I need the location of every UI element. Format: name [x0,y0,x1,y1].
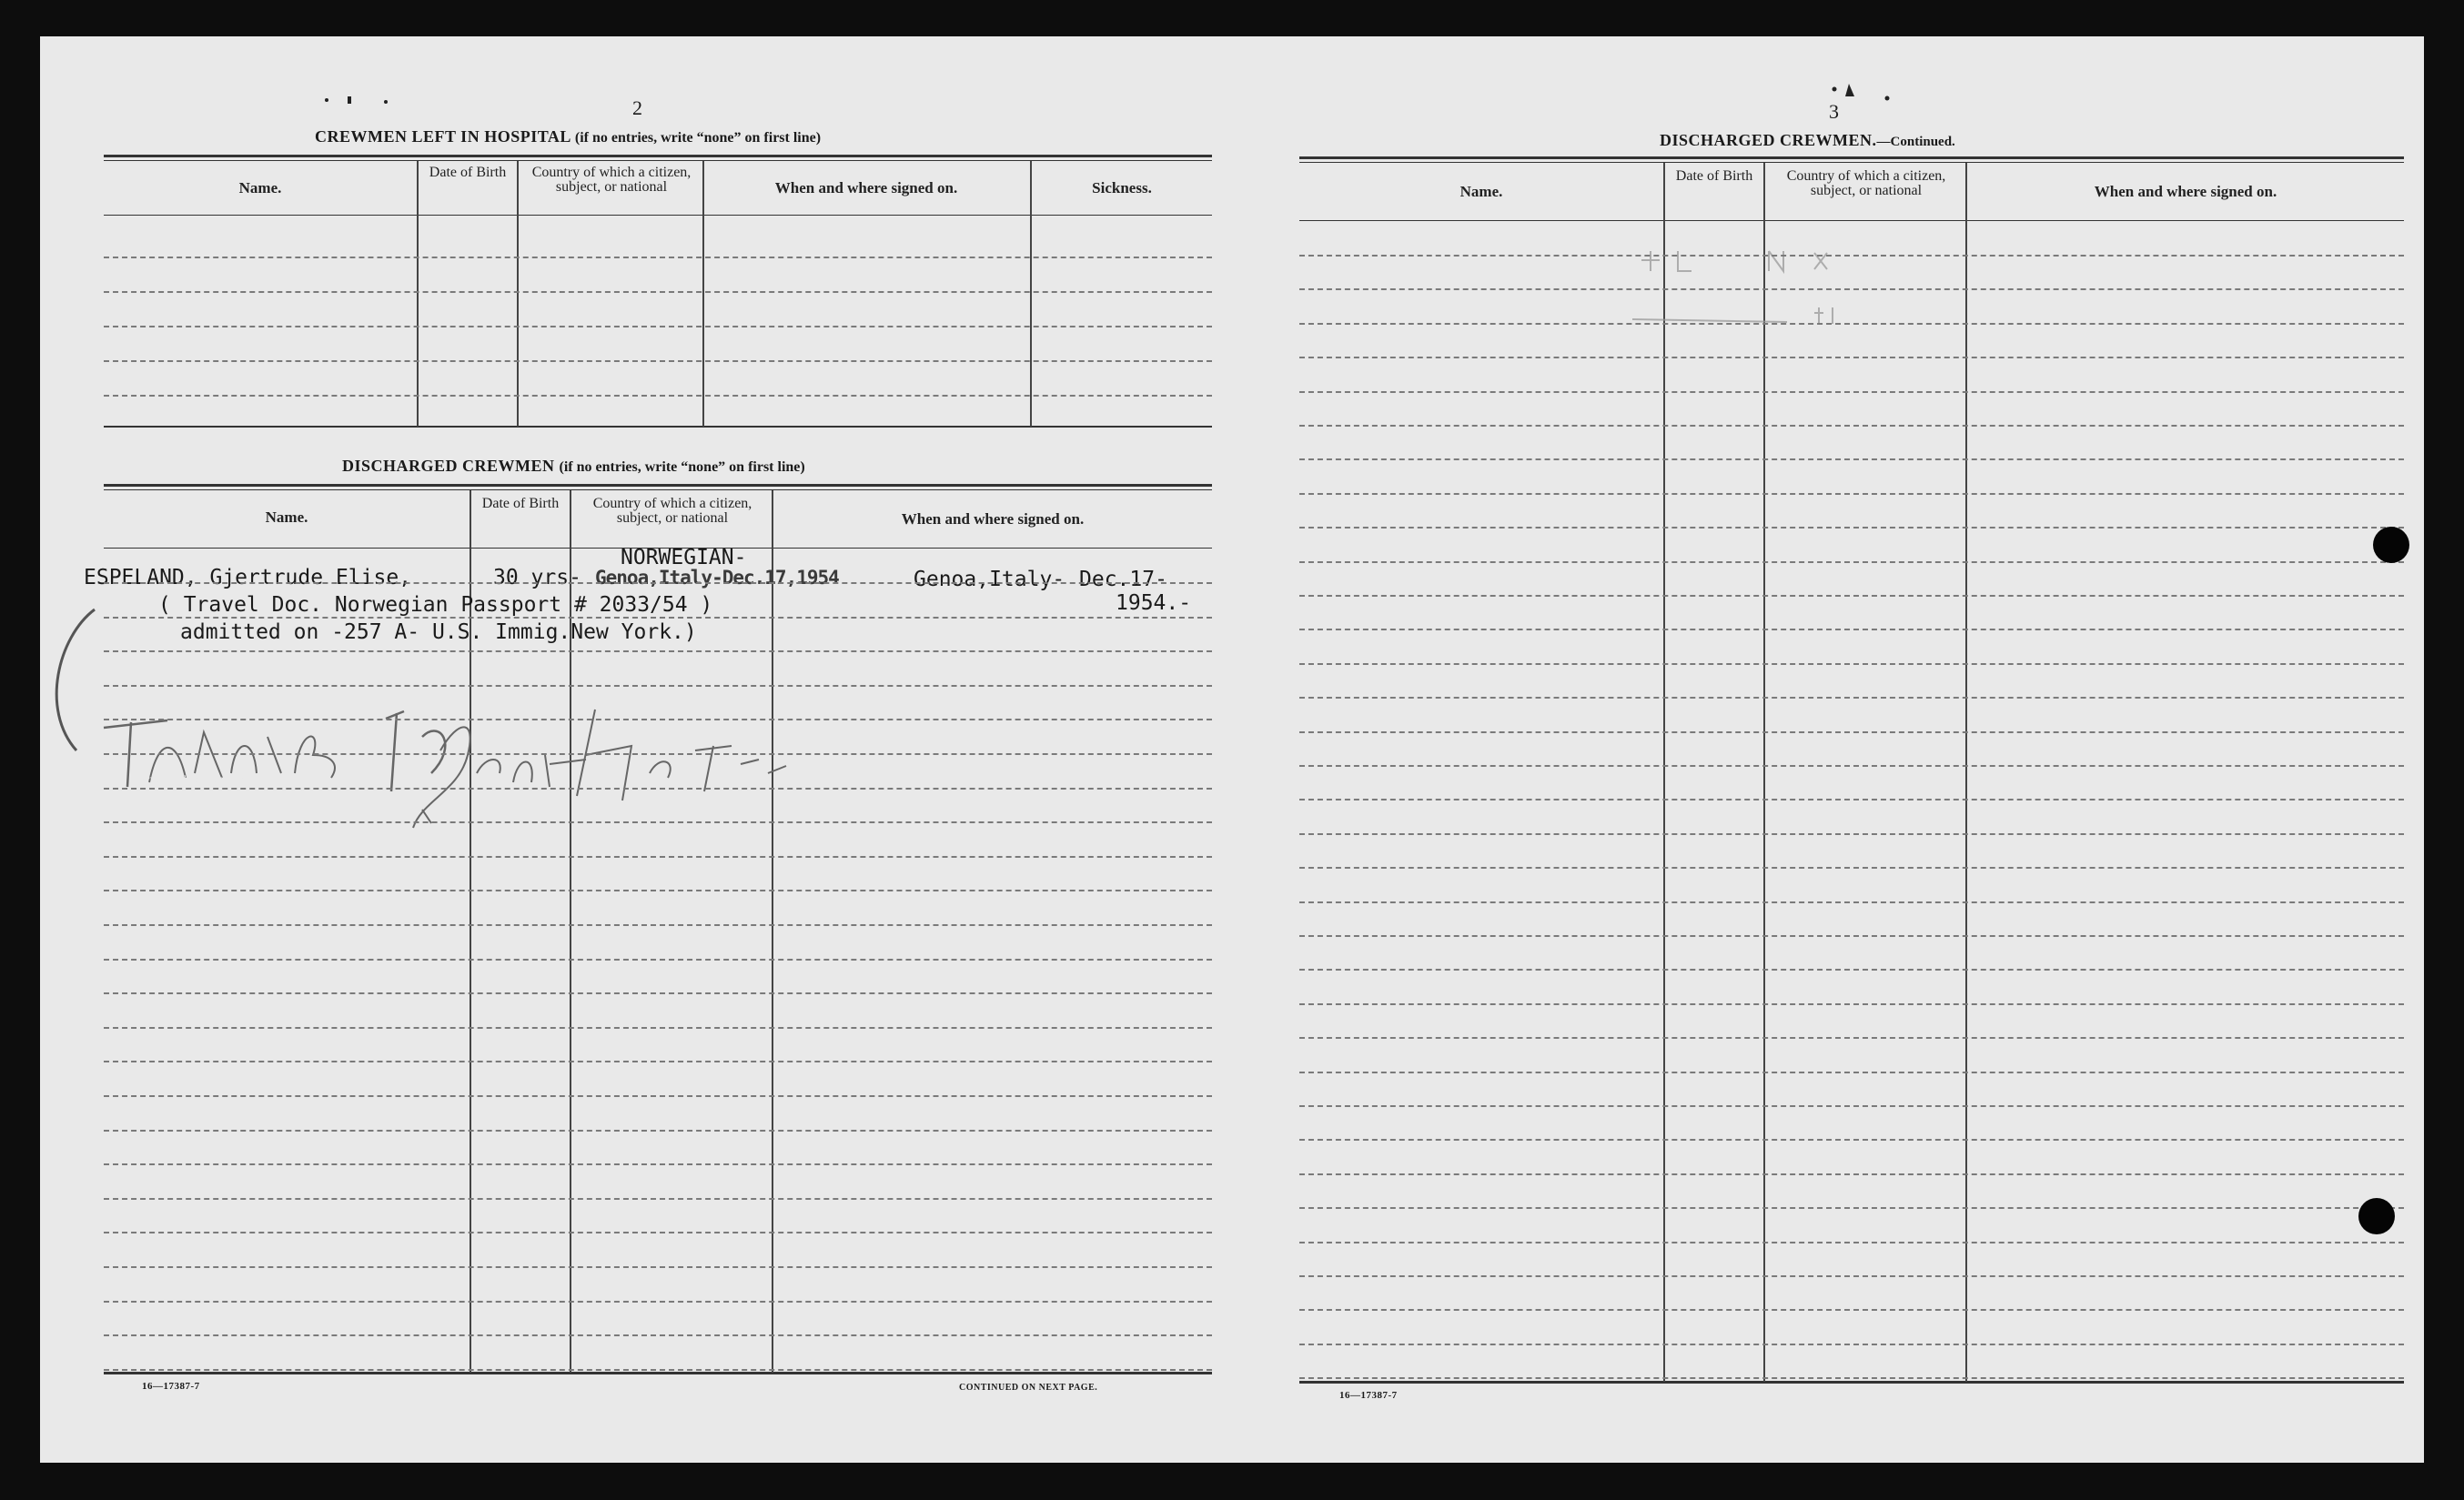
right-col-signed: When and where signed on. [2094,183,2277,200]
ruled-line [1299,391,2404,393]
ruled-line [1299,867,2404,869]
hospital-header-rule [104,215,1212,216]
entry-age: 30 yrs- [493,566,581,589]
ruled-line [104,326,1212,327]
entry-name-line2: ( Travel Doc. Norwegian Passport # 2033/54 ) [158,593,713,617]
ruled-line [1299,629,2404,630]
hospital-title-text: CREWMEN LEFT IN HOSPITAL [315,127,571,146]
right-title-text: DISCHARGED CREWMEN. [1660,131,1877,149]
hospital-title-note: (if no entries, write “none” on first line) [574,130,822,146]
ruled-line [104,650,1212,652]
right-section-title [1660,131,1955,150]
ruled-line [104,395,1212,397]
ruled-line [1299,697,2404,699]
ruled-line [1299,663,2404,665]
right-col-divider [1965,163,1967,1382]
ruled-line [104,788,1212,790]
ruled-line [1299,527,2404,529]
ruled-line [1299,288,2404,290]
ruled-line [1299,493,2404,495]
ruled-line [1299,561,2404,563]
ruled-line [1299,1037,2404,1039]
top-print-marks [313,93,440,111]
hospital-section-title [315,127,821,146]
hospital-col-divider [517,161,519,427]
ruled-line [104,582,1212,584]
entry-name-line3: admitted on -257 A- U.S. Immig.New York.) [180,620,697,644]
ruled-line [1299,1275,2404,1277]
hospital-col-dob: Date of Birth [429,165,507,180]
hospital-col-divider [417,161,419,427]
form-number-left: 16—17387-7 [142,1381,200,1392]
hospital-col-sickness: Sickness. [1092,179,1152,196]
ruled-line [104,1061,1212,1062]
entry-country: NORWEGIAN- [621,546,747,569]
entry-name-line1: ESPELAND, Gjertrude Elise, [84,566,412,589]
page-number-right: 3 [1829,100,1839,123]
ruled-line [104,360,1212,362]
discharged-col-country: Country of which a citizen, subject, or national [592,496,752,526]
document-sheet [40,36,2424,1463]
right-col-divider [1763,163,1765,1382]
ruled-line [1299,1377,2404,1379]
discharged-title-note: (if no entries, write “none” on first line) [559,459,805,475]
handwritten-annotation-text: Transferred to Page Num 7... [131,775,267,785]
ruled-line [1299,458,2404,460]
discharged-col-signed: When and where signed on. [901,510,1085,528]
ruled-line [1299,799,2404,800]
ruled-line [1299,1105,2404,1107]
entry-signed-year: 1954.- [1116,591,1192,615]
ruled-line [104,856,1212,858]
ruled-line [1299,1003,2404,1005]
continued-note: CONTINUED ON NEXT PAGE. [959,1383,1098,1393]
ruled-line [1299,357,2404,358]
ruled-line [1299,255,2404,257]
ruled-line [1299,1139,2404,1141]
ruled-line [104,821,1212,823]
discharged-col-name: Name. [265,508,308,526]
right-title-suffix: —Continued. [1876,135,1955,149]
discharged-top-rule [104,484,1212,487]
hospital-bottom-rule [104,426,1212,428]
indexed-stamp [1605,215,1878,333]
punch-hole [2358,1198,2395,1234]
ruled-line [1299,901,2404,903]
ruled-line [1299,1072,2404,1073]
right-col-country: Country of which a citizen, subject, or national [1786,168,1946,198]
right-top-rule-2 [1299,162,2404,163]
right-col-divider [1663,163,1665,1382]
ruled-line [1299,1242,2404,1243]
ruled-line [1299,935,2404,937]
discharged-top-rule-2 [104,489,1212,490]
ruled-line [104,1198,1212,1200]
ruled-line [1299,765,2404,767]
ruled-line [104,291,1212,293]
entry-signed-place: Genoa,Italy- [914,568,1065,591]
discharged-title-text: DISCHARGED CREWMEN [342,457,555,475]
ruled-line [104,1163,1212,1165]
discharged-col-dob: Date of Birth [481,496,560,511]
ruled-line [104,719,1212,720]
ruled-line [104,1369,1212,1371]
ruled-line [104,1027,1212,1029]
hospital-col-country: Country of which a citizen, subject, or national [531,165,692,195]
hospital-top-rule-2 [104,160,1212,161]
ruled-line [1299,731,2404,733]
ruled-line [1299,833,2404,835]
ruled-line [104,890,1212,891]
discharged-bottom-rule [104,1372,1212,1374]
hospital-col-name: Name. [238,179,282,196]
ruled-line [104,1334,1212,1336]
hospital-col-signed: When and where signed on. [774,179,958,196]
ruled-line [1299,1344,2404,1345]
ruled-line [104,992,1212,994]
form-number-right: 16—17387-7 [1339,1390,1398,1401]
ruled-line [1299,1173,2404,1175]
ruled-line [104,1095,1212,1097]
right-top-rule [1299,156,2404,159]
ruled-line [1299,1309,2404,1311]
discharged-section-title [342,457,805,476]
right-bottom-rule [1299,1381,2404,1384]
right-col-name: Name. [1459,183,1503,200]
ruled-line [104,617,1212,619]
ruled-line [104,753,1212,755]
ruled-line [104,1266,1212,1268]
right-col-dob: Date of Birth [1675,168,1753,184]
ruled-line [104,685,1212,687]
hospital-col-divider [1030,161,1032,427]
hospital-top-rule [104,155,1212,157]
ruled-line [1299,1207,2404,1209]
top-print-marks-right [1814,80,1924,107]
entry-struck-overtype: Genoa,Italy-Dec.17,1954 [595,567,839,589]
ruled-line [1299,323,2404,325]
hospital-col-divider [702,161,704,427]
page-number-left: 2 [632,96,642,119]
ruled-line [1299,425,2404,427]
ruled-line [104,959,1212,961]
ruled-line [1299,969,2404,971]
entry-signed-date: Dec.17- [1079,568,1167,591]
ruled-line [104,257,1212,258]
ruled-line [104,1301,1212,1303]
ruled-line [104,1232,1212,1233]
ruled-line [104,924,1212,926]
punch-hole [2373,527,2409,563]
ruled-line [104,1130,1212,1132]
ruled-line [1299,595,2404,597]
